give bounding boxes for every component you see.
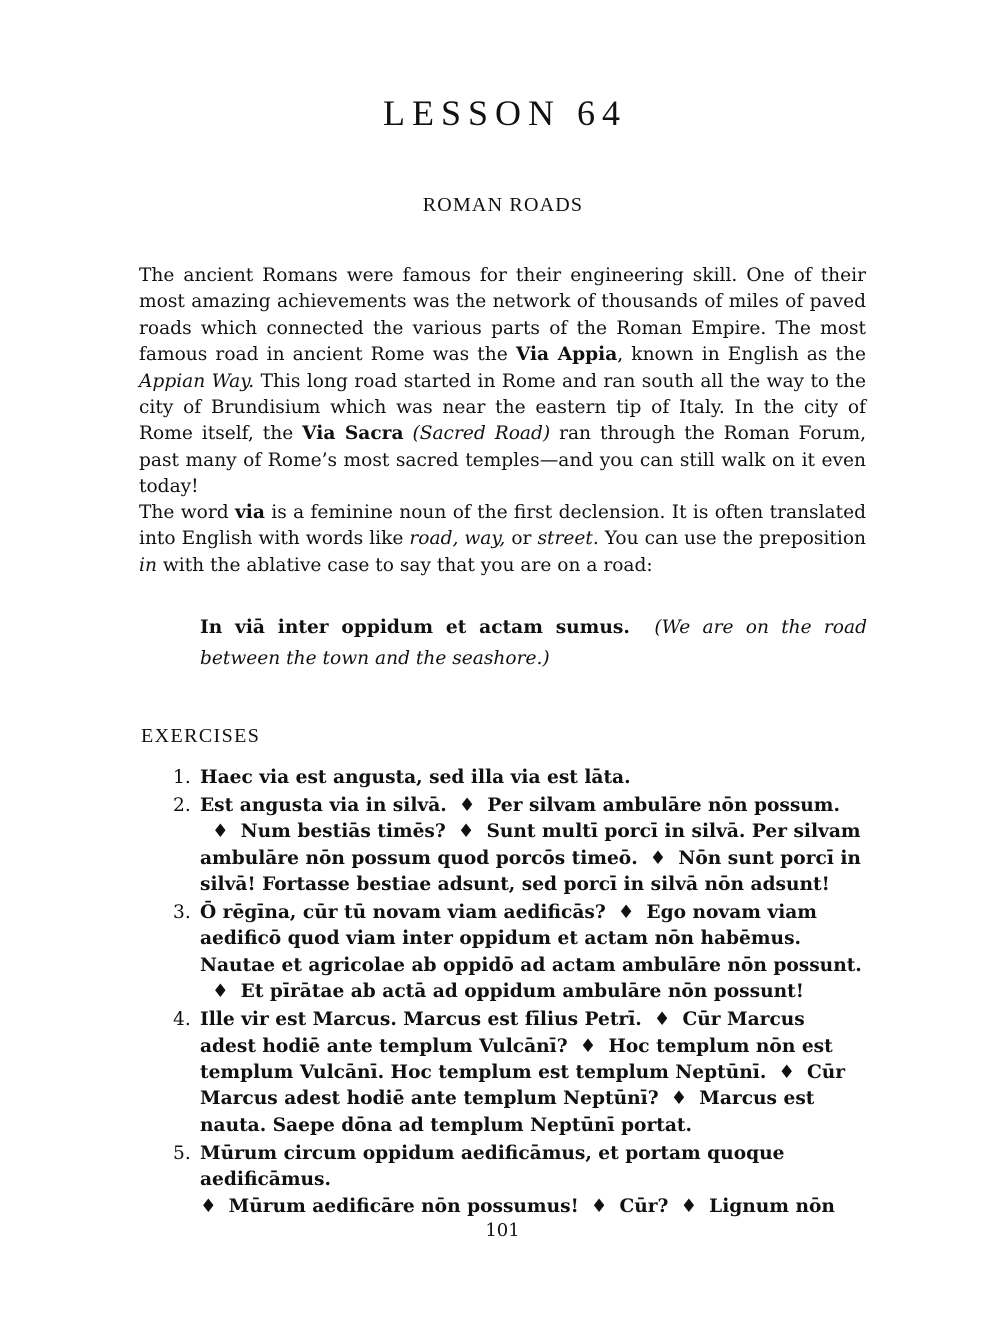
exercise-sentence: Cūr Marcus adest hodiē ante templum Vulcānī? (200, 1009, 805, 1057)
diamond-separator-icon: ♦ (458, 794, 476, 816)
intro-paragraph (139, 263, 866, 501)
exercise-number: 4. (173, 1009, 191, 1031)
diamond-separator-icon: ♦ (649, 847, 667, 869)
diamond-separator-icon: ♦ (212, 821, 229, 843)
exercise-sentence: Nōn sunt porcī in silvā! Fortasse bestiae adsunt, sed porcī in silvā nōn adsunt! (200, 847, 861, 896)
exercises-heading: EXERCISES (141, 725, 261, 747)
text-run: with the ablative case to say that you are on a road: (156, 554, 653, 576)
text-run: You can use the preposition (598, 528, 867, 550)
exercise-sentence: Ille vir est Marcus. Marcus est fīlius Petrī. (200, 1009, 642, 1031)
exercise-sentence: Cūr Marcus adest hodiē ante templum Neptūnī? (200, 1061, 846, 1110)
diamond-separator-icon: ♦ (457, 821, 475, 843)
example-sentence (200, 612, 867, 674)
italic-term-in: in (139, 554, 157, 576)
exercise-item (165, 1007, 865, 1139)
exercise-sentence: Est angusta via in silvā. (200, 794, 447, 816)
exercise-item (165, 900, 865, 1006)
diamond-separator-icon: ♦ (653, 1009, 671, 1031)
exercise-number: 2. (173, 794, 191, 816)
exercise-sentence: Cūr? (619, 1195, 669, 1217)
text-run: The word (139, 502, 235, 523)
exercise-list (165, 765, 865, 1221)
text-run: The ancient Romans were famous for their engineering skill. One of their most amazing achievements was the network of thousands of miles of paved roads which connected the various parts of the Roman Empire. The most famous road in ancient Rome was the (139, 265, 866, 366)
section-title: ROMAN ROADS (422, 194, 584, 216)
text-run: ran through the Roman Forum, past many of Rome’s most sacred temples—and you can still walk on it even today! (139, 423, 866, 498)
exercise-sentence: Hoc templum nōn est templum Vulcānī. Hoc templum est templum Neptūnī. (200, 1035, 833, 1083)
exercise-sentence: Mūrum aedificāre nōn possumus! (228, 1195, 579, 1217)
exercise-item (165, 1141, 865, 1220)
page-number: 101 (485, 1220, 520, 1241)
bold-term-via-sacra: Via Sacra (302, 423, 404, 445)
diamond-separator-icon: ♦ (212, 981, 229, 1003)
exercise-sentence: Et pīrātae ab actā ad oppidum ambulāre nōn possunt! (240, 981, 804, 1003)
italic-term-road-way: road, way, (409, 528, 506, 550)
exercise-number: 3. (173, 902, 191, 924)
exercise-item (165, 793, 865, 899)
exercise-sentence: Num bestiās timēs? (240, 821, 446, 843)
diamond-separator-icon: ♦ (680, 1195, 698, 1217)
exercise-sentence: Ō rēgīna, cūr tū novam viam aedificās? (200, 902, 606, 924)
exercise-sentence: Haec via est angusta, sed illa via est lāta. (200, 767, 631, 788)
exercise-sentence: Mūrum circum oppidum aedificāmus, et portam quoque aedificāmus. (200, 1142, 785, 1191)
exercise-sentence: Sunt multī porcī in silvā. Per silvam ambulāre nōn possum quod porcōs timeō. (200, 821, 861, 869)
diamond-separator-icon: ♦ (579, 1035, 597, 1057)
bold-term-via-appia: Via Appia (515, 344, 618, 366)
text-run: is a feminine noun of the first declension. It is often translated into English with words like (139, 502, 866, 550)
diamond-separator-icon: ♦ (617, 902, 635, 924)
lesson-title: LESSON 64 (382, 93, 628, 133)
grammar-paragraph (139, 500, 866, 579)
bold-term-via: via (234, 502, 265, 523)
diamond-separator-icon: ♦ (778, 1061, 795, 1083)
example-translation: (We are on the road between the town and the seashore.) (200, 617, 867, 669)
exercise-number: 1. (173, 767, 191, 788)
italic-term-sacred-road: (Sacred Road) (412, 423, 551, 445)
diamond-separator-icon: ♦ (200, 1195, 217, 1217)
exercise-sentence: Marcus est nauta. Saepe dōna ad templum Neptūnī portat. (200, 1088, 815, 1136)
exercise-sentence: Ego novam viam aedificō quod viam inter oppidum et actam nōn habēmus. Nautae et agricolae ab oppidō ad actam ambulāre nōn possunt. (200, 902, 862, 976)
exercise-item (165, 765, 865, 791)
diamond-separator-icon: ♦ (590, 1195, 608, 1217)
text-run: , known in English as the (617, 344, 866, 366)
exercise-sentence: Per silvam ambulāre nōn possum. (487, 794, 840, 816)
example-latin: In viā inter oppidum et actam sumus. (200, 617, 630, 638)
exercise-number: 5. (173, 1142, 191, 1164)
text-run: or (505, 528, 538, 550)
diamond-separator-icon: ♦ (670, 1088, 688, 1110)
text-run: This long road started in Rome and ran south all the way to the city of Brundisium which was near the eastern tip of Italy. In the city of Rome itself, the (139, 370, 866, 445)
italic-term-appian-way: Appian Way. (139, 370, 255, 392)
italic-term-street: street. (537, 528, 599, 550)
exercise-sentence: Lignum nōn (709, 1195, 835, 1217)
